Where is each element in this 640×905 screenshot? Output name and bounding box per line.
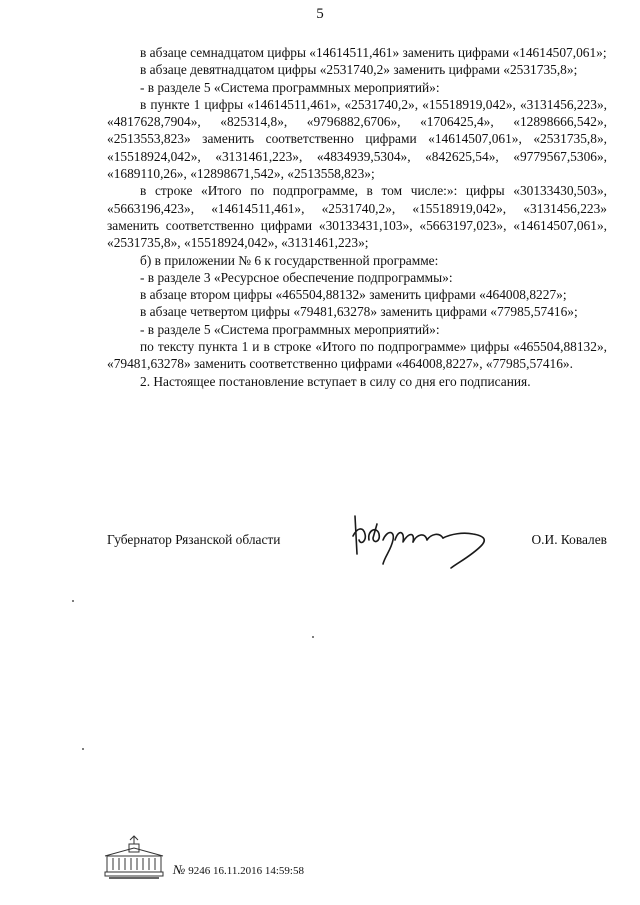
registration-stamp xyxy=(173,862,304,878)
document-body xyxy=(107,44,607,390)
signature-icon xyxy=(347,510,507,570)
page-number: 5 xyxy=(316,6,324,22)
registration-number: 9246 16.11.2016 14:59:58 xyxy=(188,865,304,877)
paragraph-6: б) в приложении № 6 к государственной программе: xyxy=(140,252,439,268)
paragraph-9: в абзаце четвертом цифры «79481,63278» заменить цифрами «77985,57416»; xyxy=(140,304,578,320)
signatory-name: О.И. Ковалев xyxy=(531,532,607,547)
paragraph-4: в пункте 1 цифры «14614511,461», «2531740,2», «15518919,042», «3131456,223», «4817628,7904», «825314,8», «9796882,6706», «1706425,4», «12898666,542», «2513553,823» заменить соответственно цифрами «14614507,061», «2531735,8», «15518924,042», «3131461,223», «4834939,5304», «842625,54», «9779567,5306», «1689110,26», «12898671,542», «2513558,823»; xyxy=(107,96,607,182)
paragraph-3: - в разделе 5 «Система программных мероприятий»: xyxy=(140,79,440,95)
registration-footer xyxy=(103,834,343,882)
number-sign-icon: № xyxy=(173,862,186,877)
paragraph-11: по тексту пункта 1 и в строке «Итого по подпрограмме» цифры «465504,88132», «79481,63278» заменить соответственно цифрами «464008,8227», «77985,57416». xyxy=(107,339,607,372)
paragraph-12: 2. Настоящее постановление вступает в силу со дня его подписания. xyxy=(140,373,531,389)
paragraph-8: в абзаце втором цифры «465504,88132» заменить цифрами «464008,8227»; xyxy=(140,287,567,303)
signatory-title: Губернатор Рязанской области xyxy=(107,532,281,547)
signature-block xyxy=(107,510,607,570)
paragraph-1: в абзаце семнадцатом цифры «14614511,461» заменить цифрами «14614507,061»; xyxy=(140,45,607,60)
paragraph-7: - в разделе 3 «Ресурсное обеспечение подпрограммы»: xyxy=(140,269,453,285)
building-icon xyxy=(103,834,165,880)
paragraph-2: в абзаце девятнадцатом цифры «2531740,2» заменить цифрами «2531735,8»; xyxy=(140,62,578,78)
paragraph-5: в строке «Итого по подпрограмме, в том числе:»: цифры «30133430,503», «5663196,423», «14614511,461», «2531740,2», «15518919,042», «3131456,223» заменить соответственно цифрами «30133431,103», «5663197,023», «14614507,061», «2531735,8», «15518924,042», «3131461,223»; xyxy=(107,183,607,251)
paragraph-10: - в разделе 5 «Система программных мероприятий»: xyxy=(140,321,440,337)
